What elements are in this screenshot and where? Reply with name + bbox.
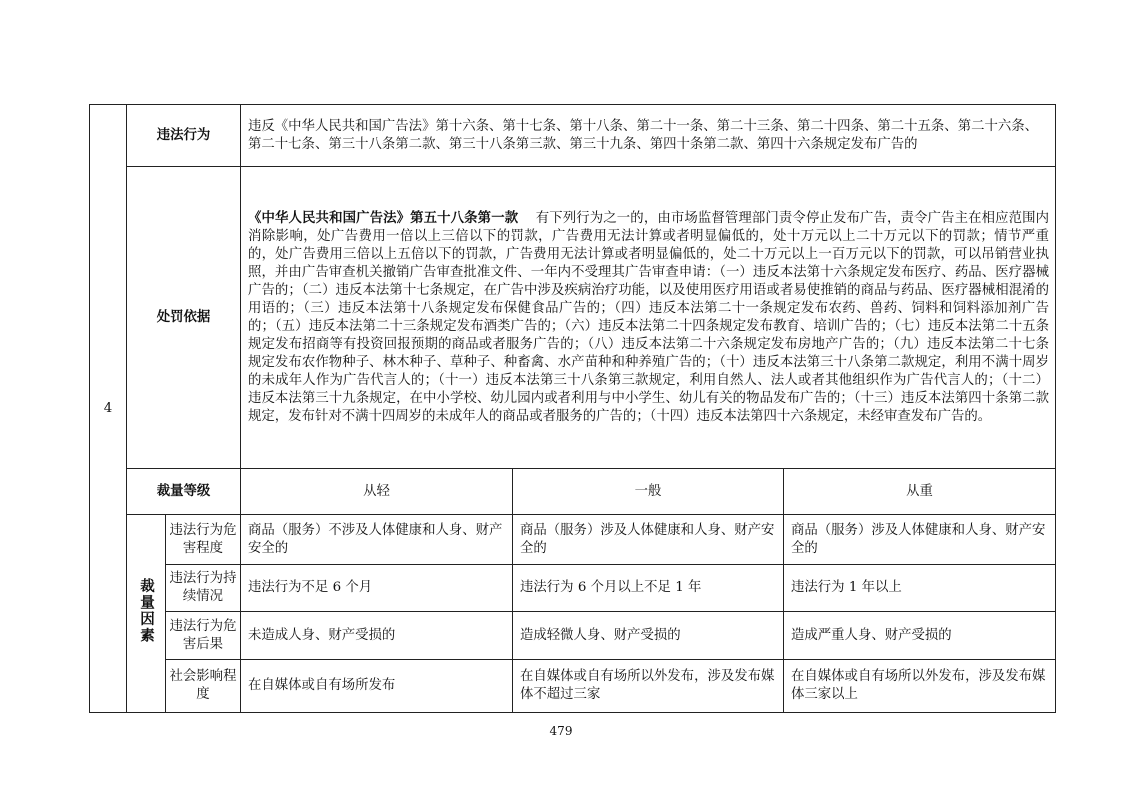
factor-value-normal: 违法行为 6 个月以上不足 1 年 [513, 565, 784, 612]
grading-level-heavy: 从重 [784, 469, 1056, 515]
factor-value-normal: 商品（服务）涉及人体健康和人身、财产安全的 [513, 515, 784, 565]
factor-name: 违法行为持续情况 [166, 565, 241, 612]
penalty-basis-row [90, 167, 1056, 469]
factor-value-light: 商品（服务）不涉及人体健康和人身、财产安全的 [241, 515, 513, 565]
row-number: 4 [90, 105, 127, 713]
factor-value-heavy: 违法行为 1 年以上 [784, 565, 1056, 612]
factor-name: 社会影响程度 [166, 660, 241, 713]
violation-label: 违法行为 [127, 105, 241, 167]
penalty-basis-text: 有下列行为之一的，由市场监督管理部门责令停止发布广告，责令广告主在相应范围内消除影响，处广告费用一倍以上三倍以下的罚款，广告费用无法计算或者明显偏低的，处十万元以上二十万元以下的罚款；情节严重的，处广告费用三倍以上五倍以下的罚款，广告费用无法计算或者明显偏低的，处二十万元以上一百万元以下的罚款，可以吊销营业执照，并由广告审查机关撤销广告审查批准文件、一年内不受理其广告审查申请：（一）违反本法第十六条规定发布医疗、药品、医疗器械广告的；（二）违反本法第十七条规定，在广告中涉及疾病治疗功能，以及使用医疗用语或者易使推销的商品与药品、医疗器械相混淆的用语的；（三）违反本法第十八条规定发布保健食品广告的；（四）违反本法第二十一条规定发布农药、兽药、饲料和饲料添加剂广告的；（五）违反本法第二十三条规定发布酒类广告的；（六）违反本法第二十四条规定发布教育、培训广告的；（七）违反本法第二十五条规定发布招商等有投资回报预期的商品或者服务广告的；（八）违反本法第二十六条规定发布房地产广告的；（九）违反本法第二十七条规定发布农作物种子、林木种子、草种子、种畜禽、水产苗种和种养殖广告的；（十）违反本法第三十八条第二款规定，利用不满十周岁的未成年人作为广告代言人的；（十一）违反本法第三十八条第三款规定，利用自然人、法人或者其他组织作为广告代言人的；（十二）违反本法第三十九条规定，在中小学校、幼儿园内或者利用与中小学生、幼儿有关的物品发布广告的；（十三）违反本法第四十条第二款规定，发布针对不满十四周岁的未成年人的商品或者服务的广告的；（十四）违反本法第四十六条规定，未经审查发布广告的。 [248, 210, 1050, 424]
factor-value-heavy: 造成严重人身、财产受损的 [784, 612, 1056, 660]
factor-row [90, 612, 1056, 660]
penalty-basis-label: 处罚依据 [127, 167, 241, 469]
violation-row [90, 105, 1056, 167]
page-number: 479 [549, 724, 573, 738]
factor-row [90, 565, 1056, 612]
factor-value-normal: 在自媒体或自有场所以外发布，涉及发布媒体不超过三家 [513, 660, 784, 713]
factor-name: 违法行为危害程度 [166, 515, 241, 565]
penalty-basis-content [241, 167, 1056, 469]
factors-label-cell [127, 515, 166, 713]
factor-value-heavy: 商品（服务）涉及人体健康和人身、财产安全的 [784, 515, 1056, 565]
factor-row [90, 515, 1056, 565]
factor-value-light: 在自媒体或自有场所发布 [241, 660, 513, 713]
factor-value-light: 未造成人身、财产受损的 [241, 612, 513, 660]
factor-row [90, 660, 1056, 713]
grading-label: 裁量等级 [127, 469, 241, 515]
penalty-basis-title: 《中华人民共和国广告法》第五十八条第一款 [248, 210, 519, 226]
discretion-table [89, 104, 1056, 713]
grading-row [90, 469, 1056, 515]
factors-label: 裁量因素 [138, 577, 154, 644]
violation-text: 违反《中华人民共和国广告法》第十六条、第十七条、第十八条、第二十一条、第二十三条、第二十四条、第二十五条、第二十六条、第二十七条、第三十八条第二款、第三十八条第三款、第三十九条、第四十条第二款、第四十六条规定发布广告的 [241, 105, 1056, 167]
factor-name: 违法行为危害后果 [166, 612, 241, 660]
grading-level-light: 从轻 [241, 469, 513, 515]
factor-value-normal: 造成轻微人身、财产受损的 [513, 612, 784, 660]
factor-value-heavy: 在自媒体或自有场所以外发布，涉及发布媒体三家以上 [784, 660, 1056, 713]
grading-level-normal: 一般 [513, 469, 784, 515]
factor-value-light: 违法行为不足 6 个月 [241, 565, 513, 612]
